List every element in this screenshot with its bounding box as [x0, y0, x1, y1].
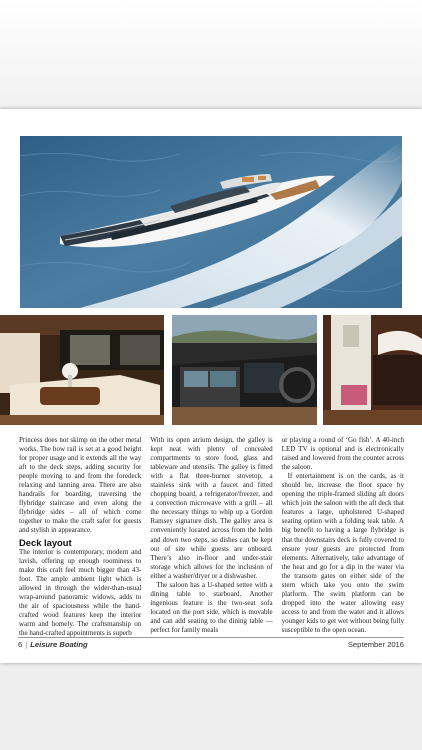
page-number: 6	[18, 640, 23, 649]
photo-helm-station	[172, 315, 317, 425]
photo-cabin-interior	[323, 315, 422, 425]
publication-name: Leisure Boating	[30, 640, 88, 649]
hero-photo-yacht	[20, 136, 402, 308]
article-body	[19, 436, 404, 637]
paragraph: or playing a round of ‘Go fish’. A 40-inch LED TV is optional and is electronically raised and lowered from the counter across the saloon.	[281, 436, 404, 472]
section-heading: Deck layout	[19, 536, 72, 548]
paragraph: Princess does not skimp on the other metal works. The bow rail is set at a good height for proper usage and it extends all the way aft to the deck steps, adding security for people moving to and from the foredeck relaxing and tanning area. There are also handrails for boarding, traversing the flybridge staircase and even along the flybridge sides – all of which come together to make the craft safer for guests and stylish in appearance.	[19, 436, 142, 535]
paragraph: With its open atrium design, the galley is kept neat with plenty of concealed compartments to store food, glass and tableware and utensils. The galley is fitted with a flat three-burner stovetop, a stainless sink with a faucet and fitted chopping board, a refrigerator/freezer, and a convection microwave with a grill – all the necessary things to whip up a Gordon Ramsey signature dish. The galley area is conveniently located across from the helm and down two steps, so dishes can be kept out of site while guests are onboard. There’s also in-floor and under-stair storage which allows for the inclusion of either a washer/dryer or a dishwasher.	[150, 436, 273, 580]
page-footer	[18, 637, 404, 651]
issue-date: September 2016	[347, 640, 404, 649]
paragraph: If entertainment is on the cards, as it should be, increase the floor space by opening the triple-framed sliding aft doors which join the saloon with the aft deck that features a large, upholstered U-shaped seating option with a folding teak table. A big benefit to having a large flybridge is that the downstairs deck is fully covered to ensure your guests are protected from elements. Alternatively, take advantage of the heat and go for a dip in the water via the transom gates on either side of the stern which take you onto the swim platform. The swim platform can be dropped into the water allowing easy access to and from the water and it allows younger kids to get wet without being fully susceptible to the open ocean.	[281, 472, 404, 634]
article-column-3	[282, 436, 404, 634]
magazine-page	[0, 109, 422, 663]
footer-separator: |	[25, 640, 28, 649]
photo-saloon-interior	[0, 315, 164, 425]
paragraph: The interior is contemporary, modern and lavish, offering up enough roominess to make this craft feel much bigger than 43-foot. The ample ambient light which is allowed in through the wider-than-usual wrap-around panoramic widows, adds to the air of spaciousness while the hand-crafted wood features keep the interior warm and homely. The craftsmanship on the hand-crafted appointments is superb	[19, 547, 142, 637]
article-column-2	[150, 436, 272, 634]
paragraph: The saloon has a U-shaped settee with a dining table to starboard. Another ingenious feature is the two-seat sofa located on the port side, which is movable and can add seating to the dining table — perfect for family meals	[150, 580, 273, 634]
article-column-1	[19, 436, 142, 637]
